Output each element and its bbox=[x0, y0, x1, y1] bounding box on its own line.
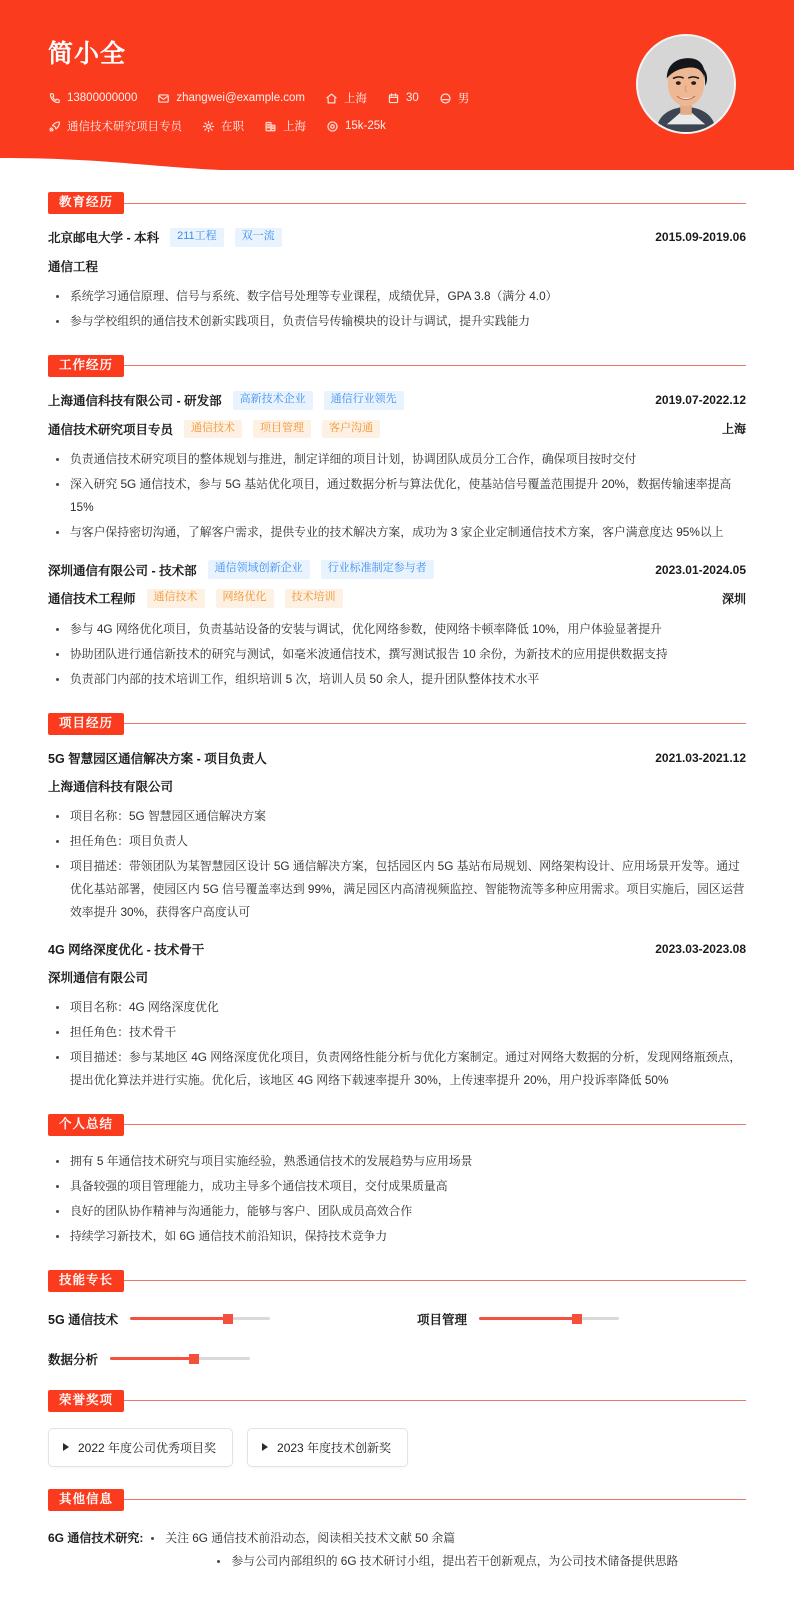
project-meta: 2021.03-2021.12 bbox=[655, 750, 746, 765]
work-role-title: 通信技术工程师 bbox=[48, 592, 136, 607]
section-divider bbox=[124, 1499, 746, 1500]
contact-value: 男 bbox=[457, 93, 470, 105]
section-title-awards: 荣誉奖项 bbox=[48, 1390, 124, 1412]
contact-item-salary bbox=[326, 120, 386, 133]
skill-slider[interactable] bbox=[110, 1357, 250, 1360]
tag-blue: 双一流 bbox=[235, 228, 282, 247]
section-title-skills: 技能专长 bbox=[48, 1270, 124, 1292]
education-bullets bbox=[52, 285, 746, 333]
tag-blue: 211工程 bbox=[170, 228, 224, 247]
tag-blue: 高新技术企业 bbox=[233, 391, 313, 410]
work-role-left bbox=[48, 589, 343, 608]
project-entries bbox=[48, 749, 746, 1092]
education-left bbox=[48, 228, 282, 247]
skill-label: 项目管理 bbox=[417, 1312, 468, 1327]
header-curve-white bbox=[0, 146, 794, 170]
tag-blue: 行业标准制定参与者 bbox=[321, 560, 434, 579]
education-row bbox=[48, 228, 746, 247]
section-title-education: 教育经历 bbox=[48, 192, 124, 214]
contact-item-gender bbox=[439, 90, 470, 106]
salary-icon bbox=[326, 120, 339, 133]
building-icon bbox=[264, 120, 277, 133]
tag-blue: 通信行业领先 bbox=[324, 391, 404, 410]
skill-slider[interactable] bbox=[130, 1317, 270, 1320]
section-header bbox=[48, 713, 746, 735]
bullet-item: 参与学校组织的通信技术创新实践项目，负责信号传输模块的设计与调试，提升实践能力 bbox=[52, 310, 746, 333]
work-company-title: 上海通信科技有限公司 - 研发部 bbox=[48, 394, 222, 409]
rocket-icon bbox=[48, 120, 61, 133]
bullet-item: 项目名称：4G 网络深度优化 bbox=[52, 996, 746, 1019]
resume-body bbox=[0, 192, 794, 1593]
award-label: 2023 年度技术创新奖 bbox=[277, 1440, 392, 1455]
other-info-bullets bbox=[147, 1527, 746, 1573]
education-title: 北京邮电大学 - 本科 bbox=[48, 231, 160, 246]
education-meta: 2015.09-2019.06 bbox=[655, 230, 746, 245]
work-company-title: 深圳通信有限公司 - 技术部 bbox=[48, 563, 197, 578]
skill-item bbox=[48, 1350, 377, 1368]
project-bullets bbox=[52, 996, 746, 1092]
other-info-key: 6G 通信技术研究: bbox=[48, 1530, 144, 1545]
section-education bbox=[48, 192, 746, 333]
bullet-item: 深入研究 5G 通信技术，参与 5G 基站优化项目，通过数据分析与算法优化，使基站信号覆盖范围提升 20%，数据传输速率提高 15% bbox=[52, 473, 746, 519]
contact-value: 13800000000 bbox=[67, 92, 138, 104]
section-other bbox=[48, 1489, 746, 1573]
tag-orange: 客户沟通 bbox=[322, 420, 380, 439]
contact-value: 15k-25k bbox=[345, 120, 386, 132]
work-entry bbox=[48, 391, 746, 545]
education-major: 通信工程 bbox=[48, 259, 99, 274]
skill-label: 5G 通信技术 bbox=[48, 1312, 119, 1327]
bullet-item: 协助团队进行通信新技术的研究与测试，如毫米波通信技术，撰写测试报告 10 余份，为新技术的应用提供数据支持 bbox=[52, 643, 746, 666]
other-info-bullet: 参与公司内部组织的 6G 技术研讨小组，提出若干创新观点，为公司技术储备提供思路 bbox=[147, 1550, 746, 1573]
project-company: 上海通信科技有限公司 bbox=[48, 779, 174, 794]
avatar-photo bbox=[638, 36, 734, 132]
skill-slider-handle[interactable] bbox=[223, 1314, 233, 1324]
page-title: 简小全 bbox=[48, 40, 127, 68]
contact-item-rocket bbox=[48, 118, 182, 134]
contact-item-building bbox=[264, 118, 306, 134]
header-left bbox=[48, 28, 489, 146]
work-role-row bbox=[48, 589, 746, 608]
gender-icon bbox=[439, 92, 452, 105]
home-icon bbox=[325, 92, 338, 105]
bullet-item: 项目名称：5G 智慧园区通信解决方案 bbox=[52, 805, 746, 828]
header-curve-decoration bbox=[0, 146, 794, 170]
bullet-item: 负责部门内部的技术培训工作，组织培训 5 次，培训人员 50 余人，提升团队整体技术水平 bbox=[52, 668, 746, 691]
contact-value: 上海 bbox=[344, 93, 368, 105]
work-company-left bbox=[48, 560, 434, 579]
project-company: 深圳通信有限公司 bbox=[48, 970, 149, 985]
bullet-item: 担任角色：技术骨干 bbox=[52, 1021, 746, 1044]
tag-orange: 项目管理 bbox=[253, 420, 311, 439]
summary-bullet: 良好的团队协作精神与沟通能力，能够与客户、团队成员高效合作 bbox=[52, 1200, 746, 1223]
contact-item-home bbox=[325, 90, 367, 106]
work-role-meta: 深圳 bbox=[721, 591, 746, 606]
project-row bbox=[48, 940, 746, 958]
section-divider bbox=[124, 1400, 746, 1401]
skill-item bbox=[417, 1310, 746, 1328]
work-company-left bbox=[48, 391, 404, 410]
skill-slider[interactable] bbox=[479, 1317, 619, 1320]
summary-bullet: 拥有 5 年通信技术研究与项目实施经验，熟悉通信技术的发展趋势与应用场景 bbox=[52, 1150, 746, 1173]
work-company-row bbox=[48, 560, 746, 579]
contact-item-calendar bbox=[387, 92, 419, 105]
section-awards bbox=[48, 1390, 746, 1467]
tag-orange: 技术培训 bbox=[285, 589, 343, 608]
project-left bbox=[48, 940, 204, 958]
section-title-summary: 个人总结 bbox=[48, 1114, 124, 1136]
section-title-other: 其他信息 bbox=[48, 1489, 124, 1511]
work-role-row bbox=[48, 420, 746, 439]
contact-item-phone bbox=[48, 92, 137, 105]
play-caret-icon bbox=[63, 1443, 69, 1451]
section-header bbox=[48, 355, 746, 377]
skill-slider-handle[interactable] bbox=[572, 1314, 582, 1324]
section-title-projects: 项目经历 bbox=[48, 713, 124, 735]
calendar-icon bbox=[387, 92, 400, 105]
work-role-meta: 上海 bbox=[721, 422, 746, 437]
skill-slider-fill bbox=[130, 1317, 228, 1320]
project-left bbox=[48, 749, 267, 767]
work-company-meta: 2023.01-2024.05 bbox=[655, 562, 746, 577]
phone-icon bbox=[48, 92, 61, 105]
summary-bullet: 持续学习新技术，如 6G 通信技术前沿知识，保持技术竞争力 bbox=[52, 1225, 746, 1248]
award-card[interactable] bbox=[247, 1428, 408, 1467]
project-row bbox=[48, 749, 746, 767]
skill-slider-fill bbox=[110, 1357, 194, 1360]
tag-orange: 通信技术 bbox=[147, 589, 205, 608]
other-info-row bbox=[48, 1525, 746, 1573]
contact-item-mail bbox=[157, 92, 305, 105]
work-entries bbox=[48, 391, 746, 691]
contact-value: 通信技术研究项目专员 bbox=[67, 121, 182, 133]
contact-item-status bbox=[202, 118, 244, 134]
section-summary bbox=[48, 1114, 746, 1248]
section-divider bbox=[124, 203, 746, 204]
bullet-item: 项目描述：参与某地区 4G 网络深度优化项目，负责网络性能分析与优化方案制定。通过对网络大数据的分析，发现网络瓶颈点，提出优化算法并进行实施。优化后，该地区 4G 网络下载速率提升 30%，上传速率提升 20%，用户投诉率降低 50% bbox=[52, 1046, 746, 1092]
tag-orange: 网络优化 bbox=[216, 589, 274, 608]
status-icon bbox=[202, 120, 215, 133]
section-header bbox=[48, 192, 746, 214]
section-divider bbox=[124, 723, 746, 724]
section-divider bbox=[124, 1280, 746, 1281]
project-entry bbox=[48, 940, 746, 1092]
work-bullets bbox=[52, 618, 746, 691]
award-label: 2022 年度公司优秀项目奖 bbox=[78, 1440, 217, 1455]
section-work bbox=[48, 355, 746, 691]
tag-blue: 通信领域创新企业 bbox=[208, 560, 310, 579]
skills-grid bbox=[48, 1306, 746, 1368]
skill-item bbox=[48, 1310, 377, 1328]
bullet-item: 与客户保持密切沟通，了解客户需求，提供专业的技术解决方案，成功为 3 家企业定制通信技术方案，客户满意度达 95%以上 bbox=[52, 521, 746, 544]
section-header bbox=[48, 1489, 746, 1511]
project-entry bbox=[48, 749, 746, 924]
section-header bbox=[48, 1390, 746, 1412]
bullet-item: 项目描述：带领团队为某智慧园区设计 5G 通信解决方案，包括园区内 5G 基站布局规划、网络架构设计、应用场景开发等。通过优化基站部署，使园区内 5G 信号覆盖率达到 99%，满足园区内高清视频监控、智能物流等多种应用需求。项目实施后，园区运营效率提升 30%，获得客户高度认可 bbox=[52, 855, 746, 924]
section-skills bbox=[48, 1270, 746, 1368]
section-title-work: 工作经历 bbox=[48, 355, 124, 377]
tag-orange: 通信技术 bbox=[184, 420, 242, 439]
bullet-item: 参与 4G 网络优化项目，负责基站设备的安装与调试，优化网络参数，使网络卡顿率降低 10%，用户体验显著提升 bbox=[52, 618, 746, 641]
work-bullets bbox=[52, 448, 746, 544]
project-meta: 2023.03-2023.08 bbox=[655, 941, 746, 956]
work-role-title: 通信技术研究项目专员 bbox=[48, 422, 174, 437]
education-entry bbox=[48, 228, 746, 333]
contact-value: 30 bbox=[406, 92, 419, 104]
skill-slider-handle[interactable] bbox=[189, 1354, 199, 1364]
work-company-row bbox=[48, 391, 746, 410]
summary-bullet: 具备较强的项目管理能力，成功主导多个通信技术项目，交付成果质量高 bbox=[52, 1175, 746, 1198]
section-projects bbox=[48, 713, 746, 1092]
avatar bbox=[636, 34, 736, 134]
project-bullets bbox=[52, 805, 746, 924]
skill-slider-fill bbox=[479, 1317, 577, 1320]
bullet-item: 担任角色：项目负责人 bbox=[52, 830, 746, 853]
skill-label: 数据分析 bbox=[48, 1352, 99, 1367]
bullet-item: 系统学习通信原理、信号与系统、数字信号处理等专业课程，成绩优异，GPA 3.8（满分 4.0） bbox=[52, 285, 746, 308]
project-title: 5G 智慧园区通信解决方案 - 项目负责人 bbox=[48, 751, 267, 766]
contact-line-1 bbox=[48, 90, 489, 106]
section-divider bbox=[124, 1124, 746, 1125]
work-entry bbox=[48, 560, 746, 691]
bullet-item: 负责通信技术研究项目的整体规划与推进，制定详细的项目计划，协调团队成员分工合作，确保项目按时交付 bbox=[52, 448, 746, 471]
mail-icon bbox=[157, 92, 170, 105]
work-role-left bbox=[48, 420, 380, 439]
resume-header bbox=[0, 0, 794, 170]
other-info-bullet: 关注 6G 通信技术前沿动态，阅读相关技术文献 50 余篇 bbox=[147, 1527, 746, 1550]
work-company-meta: 2019.07-2022.12 bbox=[655, 393, 746, 408]
education-entries bbox=[48, 228, 746, 333]
contact-value: zhangwei@example.com bbox=[176, 92, 306, 104]
project-title: 4G 网络深度优化 - 技术骨干 bbox=[48, 942, 205, 957]
awards-row bbox=[48, 1426, 746, 1467]
contact-value: 在职 bbox=[221, 121, 244, 133]
section-header bbox=[48, 1114, 746, 1136]
award-card[interactable] bbox=[48, 1428, 233, 1467]
summary-bullets bbox=[52, 1150, 746, 1248]
contact-line-2 bbox=[48, 118, 489, 134]
section-header bbox=[48, 1270, 746, 1292]
play-caret-icon bbox=[262, 1443, 268, 1451]
section-divider bbox=[124, 365, 746, 366]
contact-value: 上海 bbox=[283, 121, 306, 133]
